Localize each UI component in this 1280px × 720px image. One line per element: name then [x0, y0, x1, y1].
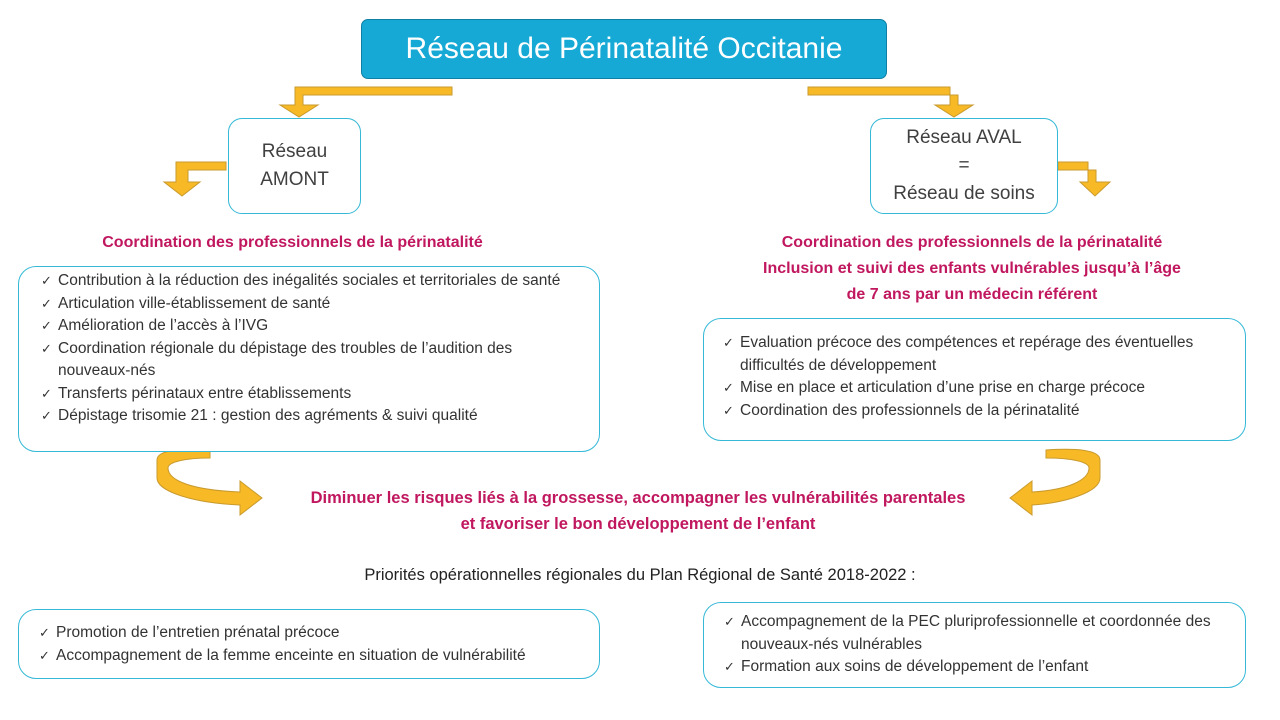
list-item: ✓ Coordination des professionnels de la périnatalité: [721, 400, 1233, 423]
amont-heading: Coordination des professionnels de la périnatalité: [102, 234, 483, 251]
amont-list-box: [18, 266, 600, 452]
list-item: ✓ Promotion de l’entretien prénatal précoce: [37, 622, 587, 645]
priorities-left-box: [18, 609, 600, 679]
arrow-curve-right: [1010, 449, 1100, 515]
priorities-right-list: [722, 611, 1233, 679]
aval-heading-line1: Coordination des professionnels de la périnatalité: [781, 234, 1163, 251]
aval-heading-line2: Inclusion et suivi des enfants vulnérables jusqu’à l’âge: [763, 260, 1181, 277]
list-item: ✓ Accompagnement de la PEC pluriprofessionnelle et coordonnée des nouveaux-nés vulnérables: [722, 611, 1233, 656]
aval-node: [870, 118, 1058, 214]
aval-heading-line3: de 7 ans par un médecin référent: [846, 286, 1098, 303]
list-item: ✓ Transferts périnataux entre établissements: [39, 383, 579, 406]
amont-node: [228, 118, 361, 214]
priorities-left-list: [37, 622, 587, 667]
arrow-curve-left: [157, 449, 262, 515]
aval-label-line2: =: [958, 155, 970, 176]
list-item: ✓ Coordination régionale du dépistage des troubles de l’audition des nouveaux-nés: [39, 338, 579, 383]
amont-label-line1: Réseau: [261, 141, 328, 162]
list-item: ✓ Evaluation précoce des compétences et repérage des éventuelles difficultés de développement: [721, 332, 1233, 377]
list-item: ✓ Accompagnement de la femme enceinte en situation de vulnérabilité: [37, 645, 587, 668]
list-item: ✓ Amélioration de l’accès à l’IVG: [39, 315, 579, 338]
aval-list: [721, 332, 1233, 422]
aval-label-line3: Réseau de soins: [893, 183, 1035, 204]
arrow-amont-down: [164, 162, 226, 196]
aval-heading: [700, 230, 1244, 308]
amont-label-line2: AMONT: [260, 169, 329, 190]
arrow-title-to-amont: [280, 87, 452, 117]
goal-line2: et favoriser le bon développement de l’enfant: [460, 515, 816, 533]
title-box: [361, 19, 887, 79]
goal-text: [262, 485, 1014, 537]
list-item: ✓ Mise en place et articulation d’une prise en charge précoce: [721, 377, 1233, 400]
list-item: ✓ Formation aux soins de développement de l’enfant: [722, 656, 1233, 679]
goal-line1: Diminuer les risques liés à la grossesse, accompagner les vulnérabilités parentales: [310, 489, 966, 507]
arrow-aval-down: [1058, 162, 1110, 196]
aval-list-box: [703, 318, 1246, 441]
list-item: ✓ Dépistage trisomie 21 : gestion des agréments & suivi qualité: [39, 405, 579, 428]
page-title: Réseau de Périnatalité Occitanie: [405, 32, 843, 65]
list-item: ✓ Articulation ville-établissement de santé: [39, 293, 579, 316]
priorities-heading: Priorités opérationnelles régionales du Plan Régional de Santé 2018-2022 :: [364, 566, 916, 584]
priorities-right-box: [703, 602, 1246, 688]
amont-list: [39, 270, 579, 428]
list-item: ✓ Contribution à la réduction des inégalités sociales et territoriales de santé: [39, 270, 579, 293]
aval-label-line1: Réseau AVAL: [906, 127, 1022, 148]
arrow-title-to-aval: [808, 87, 973, 117]
